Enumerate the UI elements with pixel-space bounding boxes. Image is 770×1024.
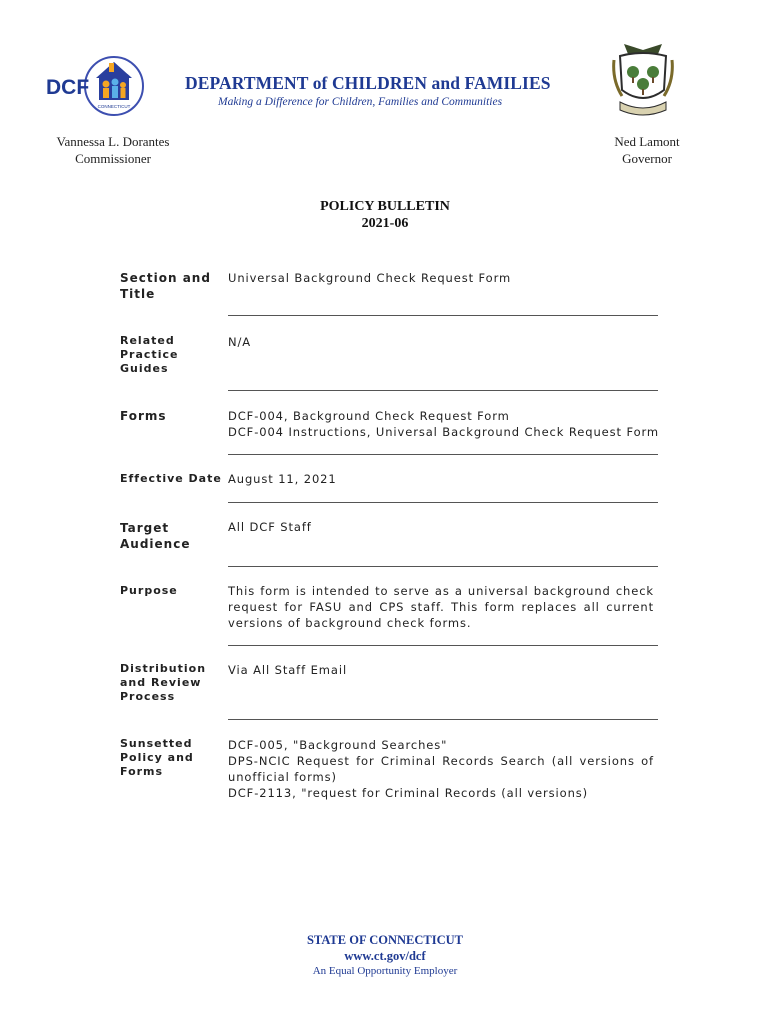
divider bbox=[228, 454, 658, 455]
effective-date-label: Effective Date bbox=[120, 472, 222, 485]
bulletin-heading bbox=[235, 198, 535, 232]
svg-text:CONNECTICUT: CONNECTICUT bbox=[97, 104, 131, 109]
footer-url[interactable]: www.ct.gov/dcf bbox=[344, 949, 426, 963]
divider bbox=[228, 502, 658, 503]
divider bbox=[228, 566, 658, 567]
divider bbox=[228, 390, 658, 391]
target-audience-label: Target Audience bbox=[120, 521, 191, 551]
related-guides-value: N/A bbox=[228, 335, 252, 349]
related-guides-label: Related Practice Guides bbox=[120, 334, 179, 375]
department-tagline: Making a Difference for Children, Families and Communities bbox=[218, 96, 503, 108]
footer-state: STATE OF CONNECTICUT bbox=[306, 933, 464, 947]
purpose-value: This form is intended to serve as a universal background check request for FASU and CPS staff. This form replaces all current versions of background check forms. bbox=[228, 584, 654, 630]
dcf-logo bbox=[44, 54, 144, 118]
governor-title: Governor bbox=[622, 151, 672, 166]
distribution-value: Via All Staff Email bbox=[228, 663, 348, 677]
commissioner-name: Vannessa L. Dorantes bbox=[56, 134, 170, 149]
commissioner-title: Commissioner bbox=[75, 151, 151, 166]
svg-text:DCF: DCF bbox=[46, 76, 90, 99]
bulletin-title: POLICY BULLETIN bbox=[320, 199, 450, 214]
forms-label: Forms bbox=[120, 409, 167, 423]
governor-block bbox=[605, 133, 689, 167]
state-seal-icon bbox=[612, 40, 674, 120]
effective-date-value: August 11, 2021 bbox=[228, 472, 337, 486]
sunsetted-label: Sunsetted Policy and Forms bbox=[120, 737, 194, 778]
distribution-label: Distribution and Review Process bbox=[120, 662, 207, 703]
purpose-label: Purpose bbox=[120, 584, 178, 597]
governor-name: Ned Lamont bbox=[614, 134, 680, 149]
divider bbox=[228, 719, 658, 720]
commissioner-block bbox=[52, 133, 174, 167]
department-title: DEPARTMENT of CHILDREN and FAMILIES bbox=[185, 73, 551, 93]
section-title-value: Universal Background Check Request Form bbox=[228, 271, 512, 285]
target-audience-value: All DCF Staff bbox=[228, 520, 312, 534]
bulletin-number: 2021-06 bbox=[361, 216, 409, 231]
forms-value: DCF-004, Background Check Request Form DCF-004 Instructions, Universal Background Check Request Form bbox=[228, 409, 660, 439]
divider bbox=[228, 645, 658, 646]
section-title-label: Section and Title bbox=[120, 271, 211, 301]
divider bbox=[228, 315, 658, 316]
footer-eoe: An Equal Opportunity Employer bbox=[312, 965, 458, 977]
sunsetted-value: DCF-005, "Background Searches" DPS-NCIC Request for Criminal Records Search (all versions of unofficial forms) DCF-2113, "request for Criminal Records (all versions) bbox=[228, 738, 654, 800]
